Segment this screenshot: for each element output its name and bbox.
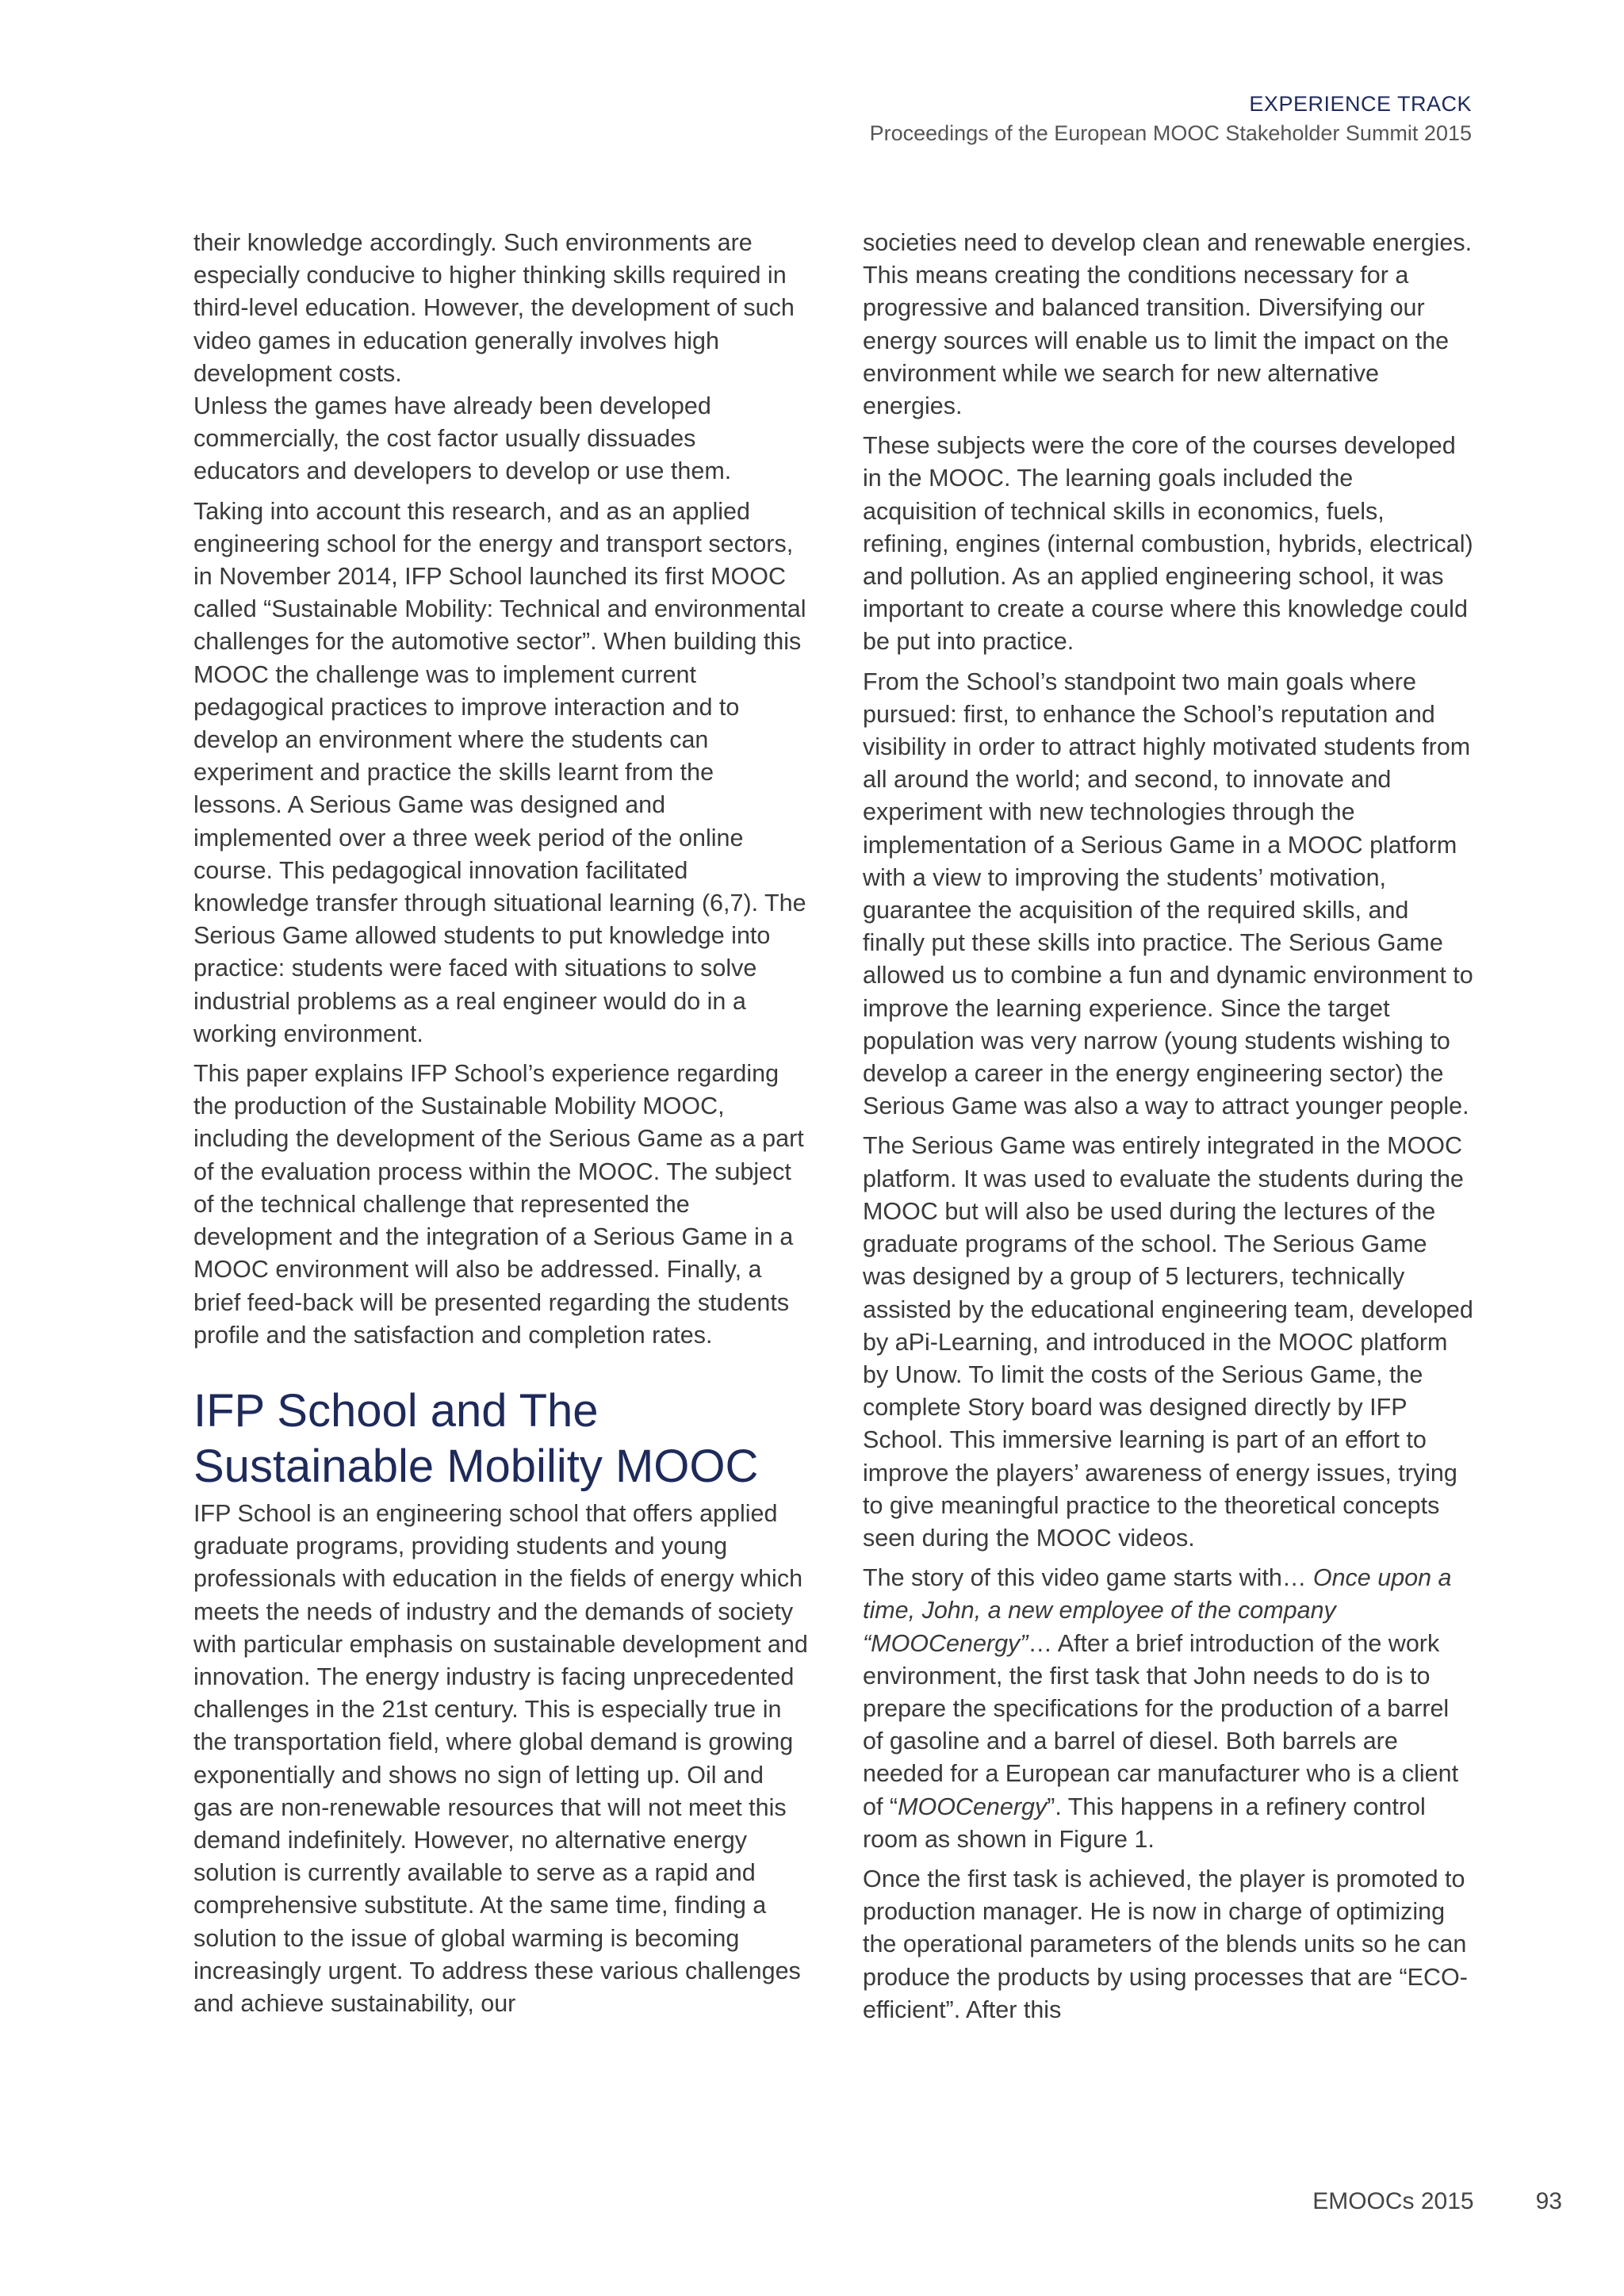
left-paragraph-1: their knowledge accordingly. Such environments are especially conducive to higher thinking skills required in third-level education. However, the development of such video games in education generally involves high development costs.: [193, 229, 795, 387]
left-column: [193, 227, 808, 2027]
running-header: [870, 89, 1472, 147]
story-text-end: ”. This happens in a refinery control room as shown in Figure 1.: [863, 1793, 1426, 1853]
story-text: … After a brief introduction of the work environment, the first task that John needs to do is to prepare the specifications for the production of a barrel of gasoline and a barrel of diesel. Both barrels are needed for a European car manufacturer who is a client of “: [863, 1629, 1459, 1820]
page-footer: [1312, 2188, 1562, 2215]
left-paragraph-3: This paper explains IFP School’s experience regarding the production of the Sustainable Mobility MOOC, including the development of the Serious Game as a part of the evaluation process within the MOOC. The subject of the technical challenge that represented the development and the integration of a Serious Game in a MOOC environment will also be addressed. Finally, a brief feed-back will be presented regarding the students profile and the satisfaction and completion rates.: [193, 1060, 804, 1349]
header-track: EXPERIENCE TRACK: [1249, 92, 1472, 116]
left-paragraph-4: IFP School is an engineering school that offers applied graduate programs, providing students and young professionals with education in the fields of energy which meets the needs of industry and the demands of society with particular emphasis on sustainable development and innovation. The energy industry is facing unprecedented challenges in the 21st century. This is especially true in the transportation field, where global demand is growing exponentially and shows no sign of letting up. Oil and gas are non-renewable resources that will not meet this demand indefinitely. However, no alternative energy solution is currently available to serve as a rapid and comprehensive substitute. At the same time, finding a solution to the issue of global warming is becoming increasingly urgent. To address these various challenges and achieve sustainability, our: [193, 1499, 808, 2017]
right-paragraph-3: From the School’s standpoint two main goals where pursued: first, to enhance the School’s reputation and visibility in order to attract highly motivated students from all around the world; and second, to innovate and experiment with new technologies through the implementation of a Serious Game in a MOOC platform with a view to improving the students’ motivation, guarantee the acquisition of the required skills, and finally put these skills into practice. The Serious Game allowed us to combine a fun and dynamic environment to improve the learning experience. Since the target population was very narrow (young students wishing to develop a career in the energy engineering sector) the Serious Game was also a way to attract younger people.: [863, 668, 1473, 1120]
left-paragraph-2: Taking into account this research, and as an applied engineering school for the energy and transport sectors, in November 2014, IFP School launched its first MOOC called “Sustainable Mobility: Technical and environmental challenges for the automotive sector”. When building this MOOC the challenge was to implement current pedagogical practices to improve interaction and to develop an environment where the students can experiment and practice the skills learnt from the lessons. A Serious Game was designed and implemented over a three week period of the online course. This pedagogical innovation facilitated knowledge transfer through situational learning (6,7). The Serious Game allowed students to put knowledge into practice: students were faced with situations to solve industrial problems as a real engineer would do in a working environment.: [193, 497, 806, 1047]
header-proceedings: Proceedings of the European MOOC Stakeholder Summit 2015: [869, 121, 1472, 145]
right-paragraph-2: These subjects were the core of the courses developed in the MOOC. The learning goals included the acquisition of technical skills in economics, fuels, refining, engines (internal combustion, hybrids, electrical) and pollution. As an applied engineering school, it was important to create a course where this knowledge could be put into practice.: [863, 432, 1473, 656]
page-number: 93: [1535, 2188, 1562, 2214]
right-column: [863, 227, 1473, 2034]
story-quote: Once upon a time, John, a new employee of the company “MOOCenergy”: [863, 1564, 1452, 1657]
right-paragraph-6: Once the first task is achieved, the player is promoted to production manager. He is now in charge of optimizing the operational parameters of the blends units so he can produce the products by using processes that are “ECO-efficient”. After this: [863, 1865, 1468, 2023]
right-paragraph-4: The Serious Game was entirely integrated in the MOOC platform. It was used to evaluate the students during the MOOC but will also be used during the lectures of the graduate programs of the school. The Serious Game was designed by a group of 5 lecturers, technically assisted by the educational engineering team, developed by aPi-Learning, and introduced in the MOOC platform by Unow. To limit the costs of the Serious Game, the complete Story board was designed directly by IFP School. This immersive learning is part of an effort to improve the players’ awareness of energy issues, trying to give meaningful practice to the theoretical concepts seen during the MOOC videos.: [863, 1132, 1473, 1552]
right-paragraph-5: [863, 1562, 1473, 1856]
company-name: MOOCenergy: [898, 1793, 1048, 1820]
story-intro-text: The story of this video game starts with…: [863, 1564, 1313, 1592]
left-paragraph-1b: Unless the games have already been developed commercially, the cost factor usually dissuades educators and developers to develop or use them.: [193, 392, 732, 485]
footer-conference: EMOOCs 2015: [1312, 2188, 1474, 2214]
right-paragraph-1: societies need to develop clean and renewable energies. This means creating the conditions necessary for a progressive and balanced transition. Diversifying our energy sources will enable us to limit the impact on the environment while we search for new alternative energies.: [863, 229, 1473, 420]
section-heading: IFP School and The Sustainable Mobility MOOC: [193, 1384, 759, 1492]
